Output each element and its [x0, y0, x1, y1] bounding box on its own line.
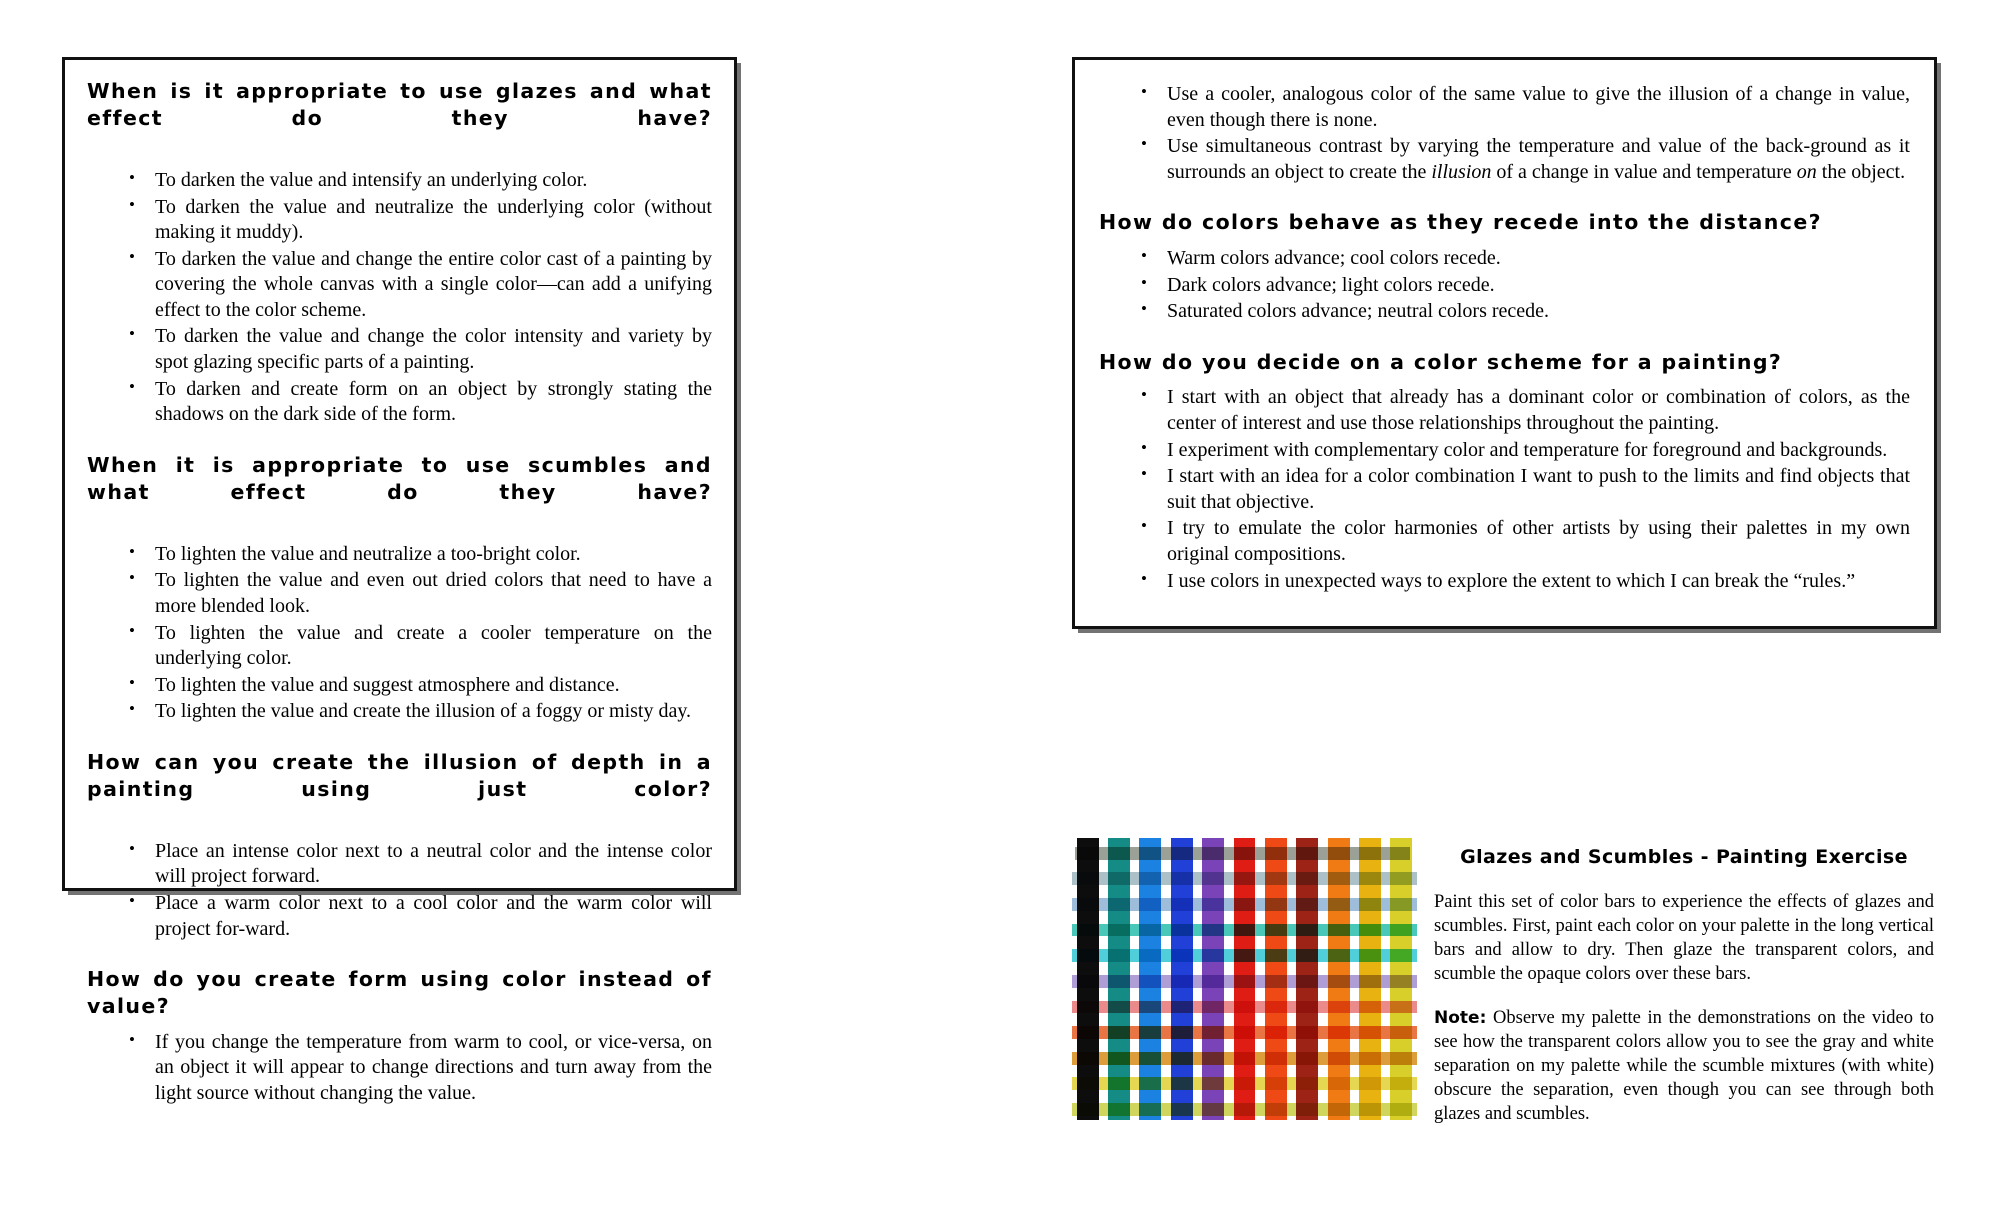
heading-recede-distance: How do colors behave as they recede into the distance?	[1099, 210, 1822, 235]
list-item: • If you change the temperature from warm to cool, or vice-versa, on an object it will appear to change directions and turn away from the light source without changing the value.	[129, 1030, 712, 1107]
bullet-list-form	[87, 1030, 712, 1107]
heading-form-using-color: How do you create form using color instead of value?	[87, 967, 712, 1018]
bullet-list-color-scheme	[1099, 385, 1910, 594]
glaze-band-horizontal	[1072, 898, 1417, 911]
bullet-list-depth	[87, 839, 712, 942]
heading-glazes: When is it appropriate to use glazes and what effect do they have?	[87, 79, 712, 130]
heading-color-scheme: How do you decide on a color scheme for a painting?	[1099, 349, 1783, 374]
color-bars-image	[1072, 838, 1417, 1120]
exercise-title: Glazes and Scumbles - Painting Exercise	[1460, 846, 1908, 868]
list-item-with-italics	[1141, 134, 1910, 185]
list-item: • To lighten the value and neutralize a too-bright color.	[129, 542, 712, 568]
list-item: • To darken the value and change the color intensity and variety by spot glazing specific parts of a painting.	[129, 324, 712, 375]
right-content-box	[1072, 57, 1937, 629]
list-item: • To lighten the value and suggest atmosphere and distance.	[129, 673, 712, 699]
glaze-band-horizontal	[1072, 1077, 1417, 1090]
list-item: • I start with an idea for a color combination I want to push to the limits and find objects that suit that objective.	[1141, 464, 1910, 515]
bullet-list-continued	[1099, 82, 1910, 185]
glaze-band-horizontal	[1072, 924, 1417, 937]
glaze-band-horizontal	[1072, 1052, 1417, 1065]
color-bars-grid	[1072, 838, 1417, 1120]
bullet-list-scumbles	[87, 542, 712, 725]
heading-illusion-of-depth: How can you create the illusion of depth in a painting using just color?	[87, 749, 712, 801]
list-item: • I start with an object that already has a dominant color or combination of colors, as the center of interest and use those relationships throughout the painting.	[1141, 385, 1910, 436]
list-item: • Warm colors advance; cool colors recede.	[1141, 246, 1910, 272]
list-item: • I use colors in unexpected ways to explore the extent to which I can break the “rules.”	[1141, 569, 1910, 595]
list-item: • I experiment with complementary color and temperature for foreground and backgrounds.	[1141, 438, 1910, 464]
list-item: • To lighten the value and even out dried colors that need to have a more blended look.	[129, 568, 712, 619]
italic-word: on	[1796, 160, 1817, 183]
heading-scumbles: When it is appropriate to use scumbles and what effect do they have?	[87, 452, 712, 504]
list-item: • To darken the value and intensify an underlying color.	[129, 168, 712, 194]
bullet-list-glazes	[87, 168, 712, 428]
list-item: • Saturated colors advance; neutral colors recede.	[1141, 299, 1910, 325]
note-label: Note:	[1434, 1008, 1487, 1029]
list-item: • Place a warm color next to a cool color and the warm color will project for-ward.	[129, 891, 712, 942]
note-text: Observe my palette in the demonstrations on the video to see how the transparent colors allow you to see the gray and white separation on my palette while the scumble mixtures (with white) obscure the separation, even though you can see through both glazes and scumbles.	[1434, 1008, 1934, 1125]
list-item: • Use a cooler, analogous color of the same value to give the illusion of a change in value, even though there is none.	[1141, 82, 1910, 133]
glaze-band-horizontal	[1072, 1103, 1417, 1116]
list-item-text: Use simultaneous contrast by varying the temperature and value of the back-ground as it surrounds an object to create the illusion of a change in value and temperature on the object.	[1167, 135, 1910, 183]
list-item: • To darken and create form on an object by strongly stating the shadows on the dark side of the form.	[129, 377, 712, 428]
exercise-note	[1434, 1006, 1934, 1126]
left-content-box	[62, 57, 737, 1104]
list-item: • To darken the value and change the entire color cast of a painting by covering the whole canvas with a single color—can add a unifying effect to the color scheme.	[129, 247, 712, 324]
list-item: • To lighten the value and create a cooler temperature on the underlying color.	[129, 621, 712, 672]
painting-exercise-block	[1072, 838, 1937, 1148]
list-item: • Dark colors advance; light colors recede.	[1141, 273, 1910, 299]
glaze-band-horizontal	[1072, 1026, 1417, 1039]
list-item: • To darken the value and neutralize the underlying color (without making it muddy).	[129, 195, 712, 246]
list-item: • I try to emulate the color harmonies of other artists by using their palettes in my own original compositions.	[1141, 516, 1910, 567]
italic-word: illusion	[1431, 160, 1492, 183]
bullet-list-recede	[1099, 246, 1910, 325]
list-item: • Place an intense color next to a neutral color and the intense color will project forward.	[129, 839, 712, 890]
glaze-band-horizontal	[1072, 949, 1417, 962]
glaze-band-horizontal	[1075, 847, 1410, 860]
glaze-band-horizontal	[1072, 975, 1417, 988]
list-item: • To lighten the value and create the illusion of a foggy or misty day.	[129, 699, 712, 725]
exercise-caption	[1434, 838, 1934, 1146]
glaze-band-horizontal	[1072, 1001, 1417, 1014]
glaze-band-horizontal	[1072, 872, 1417, 885]
exercise-paragraph-1: Paint this set of color bars to experience the effects of glazes and scumbles. First, paint each color on your palette in the long vertical bars and allow to dry. Then glaze the transparent colors, and scumble the opaque colors over these bars.	[1434, 892, 1934, 985]
